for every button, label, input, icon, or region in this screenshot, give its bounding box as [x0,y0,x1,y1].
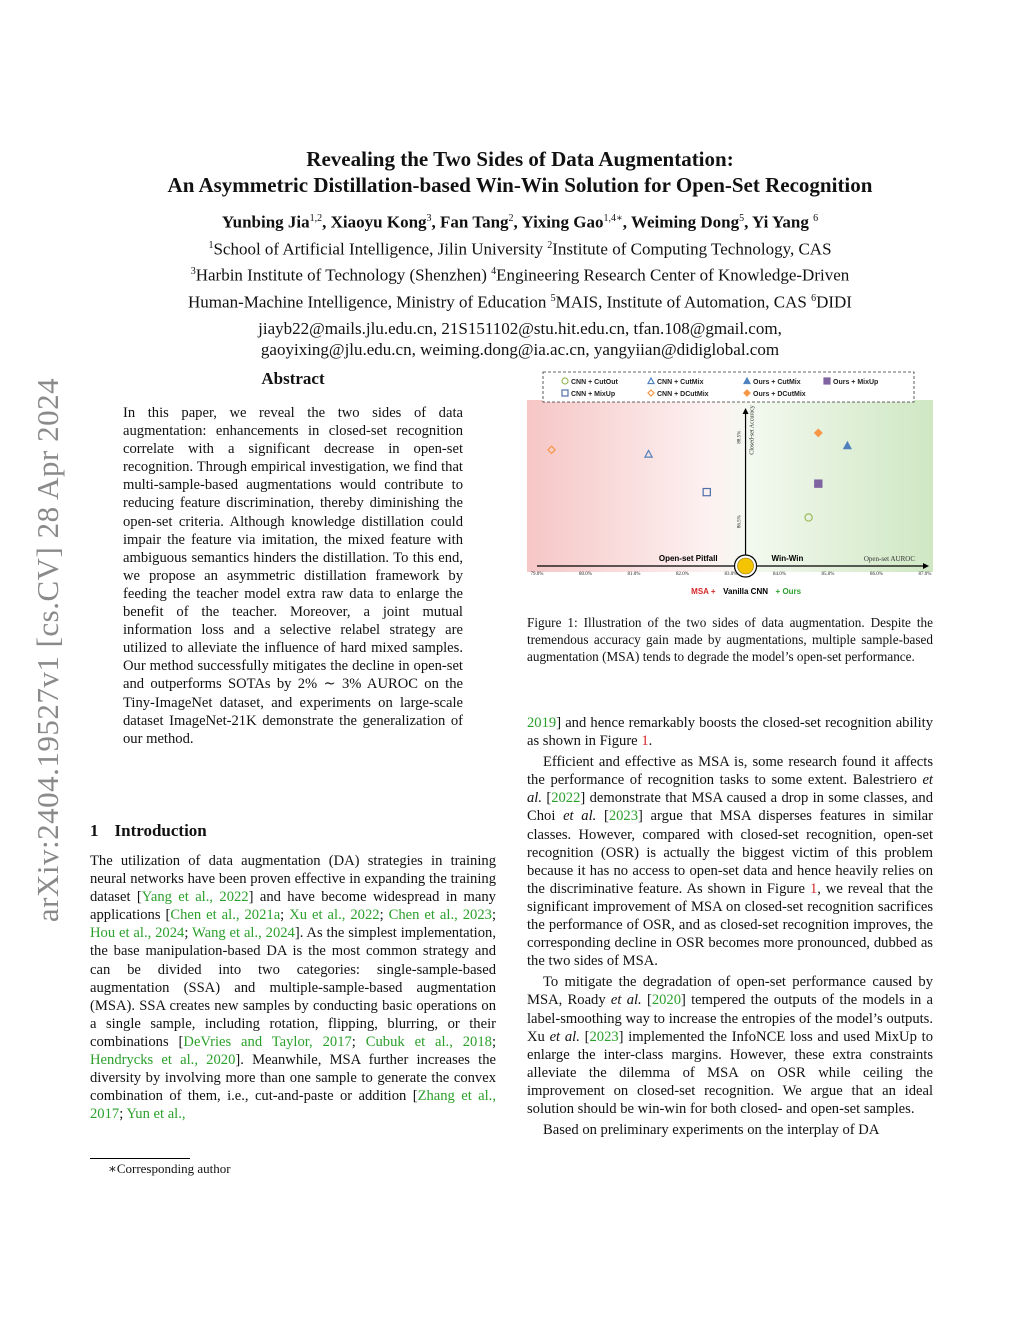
affiliation: Human-Machine Intelligence, Ministry of Education [188,292,551,312]
citation-link[interactable]: Cubuk et al., 2018 [365,1033,492,1050]
intro-paragraph: The utilization of data augmentation (DA) strategies in training neural networks have been proven effective in expanding the training dataset [Yang et al., 2022] and have become widespread in many applications [Chen et al., 2021a; Xu et al., 2022; Chen et al., 2023; Hou et al., 2024; Wang et al., 2024]. As the simplest implementation, the base manipulation-based DA is the most common strategy and can be divided into two categories: single-sample-based augmentation (SSA) and multiple-sample-based augmentation (MSA). SSA creates new samples by conducting basic operations on a single sample, including rotation, flipping, blurring, or their combinations [DeVries and Taylor, 2017; Cubuk et al., 2018; Hendrycks et al., 2020]. Meanwhile, MSA further increases the diversity by involving more than one sample to generate the convex combination of them, i.e., cut-and-paste or addition [Zhang et al., 2017; Yun et al., [90,853,497,1123]
title-line-1: Revealing the Two Sides of Data Augmentation: [306,147,734,171]
abstract-text: In this paper, we reveal the two sides of data augmentation: enhancements in closed-set recognition correlate with a significant decrease in open-set recognition. Through empirical investigation, we find that multi-sample-based augmentations would contribute to reducing feature discrimination, thereby diminishing the open-set criteria. Although knowledge distillation could impair the feature via imitation, the mixed feature with ambiguous semantics hinders the distillation. To this end, we propose an asymmetric distillation framework by feeding the teacher model extra raw data to enlarge the benefit of the teacher. Moreover, a joint mutual information loss and a selective relabel strategy are utilized to alleviate the influence of hard mixed samples. Our method successfully mitigates the decline in open-set and outperforms SOTAs by 2% ∼ 3% AUROC on the Tiny-ImageNet dataset, and experiments on large-scale dataset ImageNet-21K demonstrate the generalization of our method. [123,405,463,747]
citation-link[interactable]: Xu et al., 2022 [289,907,380,924]
author: Weiming Dong [630,212,740,232]
paper-title [80,146,960,198]
legend-label: CNN + CutMix [657,379,704,386]
legend-label: CNN + DCutMix [657,391,709,398]
x-tick-label: 85.0% [821,572,835,577]
y-tick-label: 86.5% [737,515,743,529]
citation-link[interactable]: 2022 [551,790,581,807]
x-tick-label: 79.0% [530,572,544,577]
affiliation: School of Artificial Intelligence, Jilin University [213,239,548,259]
origin-point [738,558,754,574]
citation-link[interactable]: 2023 [589,1028,619,1045]
section-title: Introduction [114,821,207,840]
x-tick-label: 84.0% [773,572,786,577]
data-point [815,480,822,487]
region-label-winwin: Win-Win [771,554,804,563]
footnote-rule [90,1158,190,1159]
citation-link[interactable]: 2023 [608,808,639,825]
x-tick-label: 87.0% [918,572,932,577]
arxiv-identifier [18,355,78,945]
y-axis-label: Closed-set Accuracy [749,405,756,455]
x-tick-label: 81.0% [627,572,641,577]
x-tick-label: 82.0% [676,572,689,577]
x-tick-label: 86.0% [870,572,883,577]
legend-label: Ours + CutMix [753,379,801,386]
paragraph: 2019] and hence remarkably boosts the closed-set recognition ability as shown in Figure 1. [527,715,933,750]
legend-label: CNN + MixUp [571,391,616,398]
legend-label: CNN + CutOut [571,379,618,386]
x-tick-label: 83.0% [724,572,738,577]
citation-link[interactable]: 2020 [651,992,682,1009]
author-list: Yunbing Jia$^{1,2}$, Xiaoyu Kong$^3$, Fan Tang$^2$, Yixing Gao$^{1,4∗}$, Weiming Dong$^5$, Yi Yang $^6$ [221,212,819,232]
author-sup: 5 [739,213,745,224]
figure-1 [527,368,933,604]
abstract-body [123,404,463,751]
citation-link[interactable]: Wang et al., 2024 [191,925,295,942]
citation-link[interactable]: Zhang et al., 2017 [90,1088,496,1123]
vanilla-label: Vanilla CNN [723,587,769,596]
legend-marker [824,378,830,384]
title-line-2: An Asymmetric Distillation-based Win-Win Solution for Open-Set Recognition [167,173,873,197]
x-tick-label: 80.0% [579,572,592,577]
author-sup: 1,4∗ [603,213,623,224]
citation-link[interactable]: Chen et al., 2021a [170,907,281,924]
citation-link[interactable]: Chen et al., 2023 [388,907,492,924]
author: Xiaoyu Kong [330,212,427,232]
y-tick-label: 88.5% [737,430,743,444]
citation-link[interactable]: Hendrycks et al., 2020 [90,1052,236,1069]
author-sup: 2 [508,213,514,224]
paragraph: Efficient and effective as MSA is, some research found it affects the performance of recognition tasks to some extent. Balestriero et al. [2022] demonstrate that MSA caused a drop in some classes, and Choi et al. [2023] argue that MSA disperses features in similar classes. However, compared with closed-set recognition, open-set recognition (OSR) is actually the biggest victim of this problem because it has no access to open-set data and hence heavily relies on the discriminative feature. As shown in Figure 1, we reveal that the significant improvement of MSA on closed-set recognition sacrifices the performance of OSR, and as closed-set recognition improves, the corresponding decline in OSR becomes more pronounced, dubbed as the two sides of MSA. [527,754,934,970]
region-label-pitfall: Open-set Pitfall [658,554,718,563]
citation-link[interactable]: 2019 [527,715,557,731]
right-column-body [527,714,933,1142]
ours-label: + Ours [775,587,802,596]
arxiv-id-text: arXiv:2404.19527v1 [cs.CV] 28 Apr 2024 [30,377,65,923]
author: Fan Tang [440,212,509,232]
affiliation: DIDI [816,292,852,312]
introduction-body [90,852,496,1126]
email-line: gaoyixing@jlu.edu.cn, weiming.dong@ia.ac.cn, yangyiian@didiglobal.com [260,339,780,359]
affiliations: $^1$School of Artificial Intelligence, Jilin University $^2$Institute of Computing Technology, CAS $^3$Harbin Institute of Technology (Shenzhen) $^4$Engineering Research Center of Knowledge-Driven Human-Machine Intelligence, Ministry of Education $^5$MAIS, Institute of Automation, CAS $^6$DIDI [188,239,852,312]
affiliation: Harbin Institute of Technology (Shenzhen) [195,265,492,285]
scatter-chart [527,368,933,604]
x-axis-label: Open-set AUROC [863,555,915,563]
author-sup: 6 [813,213,819,224]
figure-ref-link[interactable]: 1 [641,733,649,750]
author-sup: 3 [426,213,432,224]
author: Yi Yang [751,212,809,232]
email-line: jiayb22@mails.jlu.edu.cn, 21S151102@stu.hit.edu.cn, tfan.108@gmail.com, [258,318,782,338]
paper-header [80,146,960,360]
citation-link[interactable]: DeVries and Taylor, 2017 [183,1033,352,1050]
legend-label: Ours + MixUp [833,379,879,386]
abstract-heading: Abstract [261,369,325,388]
author-sup: 1,2 [309,213,323,224]
figure-ref-link[interactable]: 1 [809,880,818,897]
footnote: ∗Corresponding author [108,1161,231,1176]
citation-link[interactable]: Yang et al., 2022 [141,889,249,906]
legend-label: Ours + DCutMix [753,391,806,398]
chart-background [527,400,933,572]
citation-link[interactable]: Hou et al., 2024 [90,925,185,942]
citation-link[interactable]: Yun et al., [126,1106,186,1123]
author: Yixing Gao [521,212,604,232]
paragraph: To mitigate the degradation of open-set performance caused by MSA, Roady et al. [2020] tempered the outputs of the models in a label-smoothing way to increase the entropies of the model’s outputs. Xu et al. [2023] implemented the InfoNCE loss and used MixUp to enlarge the inter-class margins. However, these extra constraints alleviate the dilemma of MSA on OSR while ceiling the improvement on closed-set recognition. We argue that an ideal solution should be win-win for both closed- and open-set samples. [527,974,933,1117]
figure-caption: Figure 1: Illustration of the two sides of data augmentation. Despite the tremendous accuracy gain made by augmentations, multiple sample-based augmentation (MSA) tends to degrade the model’s open-set performance. [527,615,933,664]
affiliation: Institute of Computing Technology, CAS [552,239,832,259]
section-heading [90,821,207,841]
affiliation: Engineering Research Center of Knowledge-Driven [496,265,850,285]
paragraph: Based on preliminary experiments on the interplay of DA [543,1122,880,1139]
section-number: 1 [90,821,99,840]
email-list [80,318,960,360]
affiliation: MAIS, Institute of Automation, CAS [555,292,812,312]
msa-label: MSA + [691,587,716,596]
author: Yunbing Jia [221,212,310,232]
